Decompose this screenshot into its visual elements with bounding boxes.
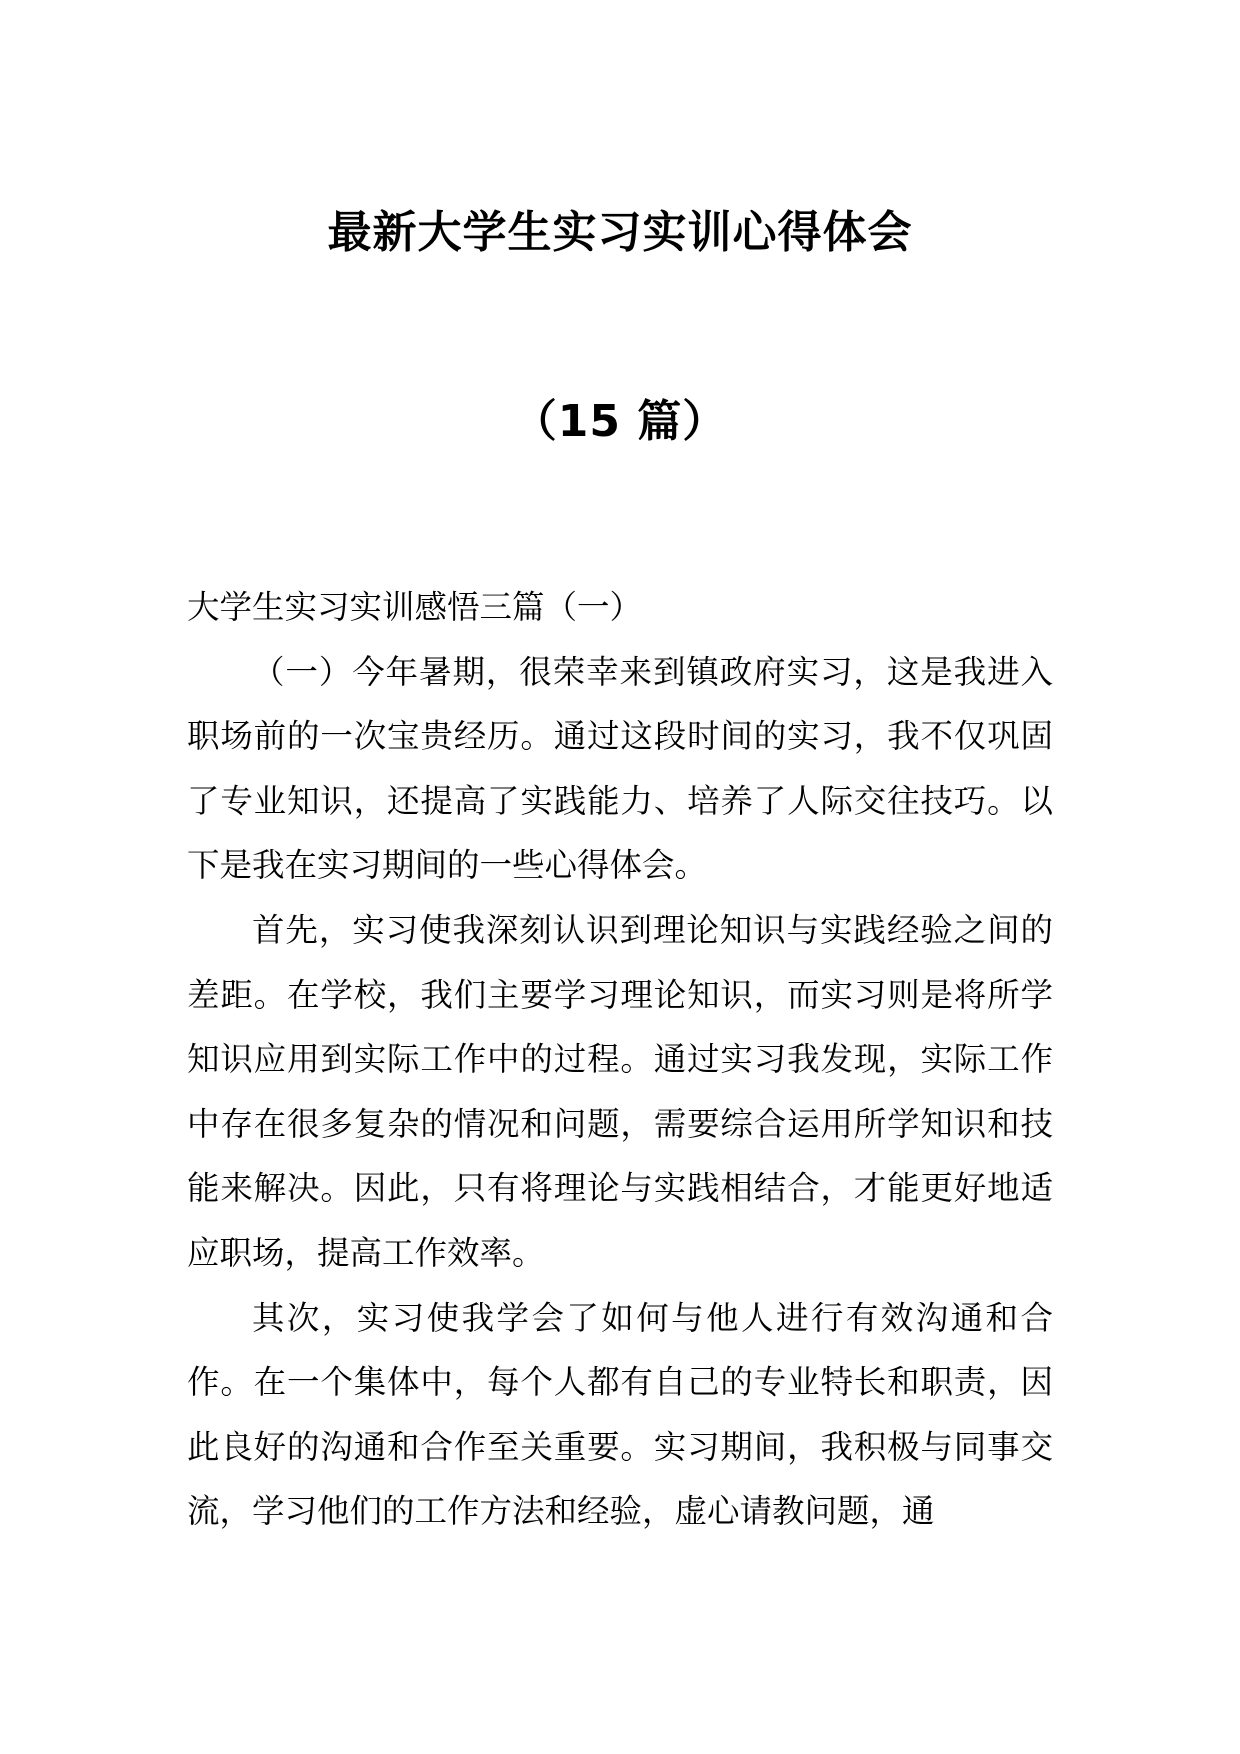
paragraph: 首先，实习使我深刻认识到理论知识与实践经验之间的差距。在学校，我们主要学习理论知识，而实习则是将所学知识应用到实际工作中的过程。通过实习我发现，实际工作中存在很多复杂的情况和问题，需要综合运用所学知识和技能来解决。因此，只有将理论与实践相结合，才能更好地适应职场，提高工作效率。 [187, 910, 1053, 1272]
paragraph: （一）今年暑期，很荣幸来到镇政府实习，这是我进入职场前的一次宝贵经历。通过这段时间的实习，我不仅巩固了专业知识，还提高了实践能力、培养了人际交往技巧。以下是我在实习期间的一些心得体会。 [187, 652, 1053, 885]
section-heading: 大学生实习实训感悟三篇（一） [187, 588, 643, 626]
document-body [187, 575, 1053, 1544]
document-subtitle: （15 篇） [512, 396, 728, 447]
paragraph: 其次，实习使我学会了如何与他人进行有效沟通和合作。在一个集体中，每个人都有自己的专业特长和职责，因此良好的沟通和合作至关重要。实习期间，我积极与同事交流，学习他们的工作方法和经验，虚心请教问题，通 [187, 1298, 1053, 1531]
document-title: 最新大学生实习实训心得体会 [327, 207, 913, 258]
